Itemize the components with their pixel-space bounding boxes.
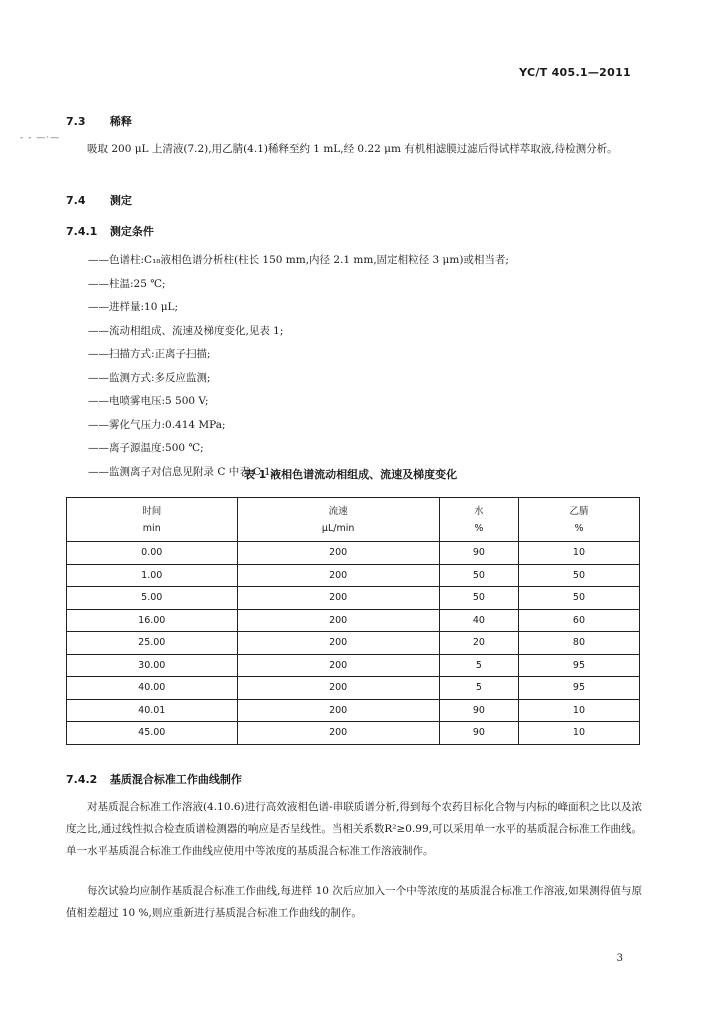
list-item: ——流动相组成、流速及梯度变化,见表 1; — [88, 324, 284, 337]
table-cell: 200 — [237, 677, 439, 700]
table-cell: 95 — [518, 654, 639, 677]
table-header-row — [67, 498, 640, 542]
table-cell: 5 — [439, 677, 518, 700]
table-cell: 16.00 — [67, 609, 238, 632]
list-item: ——离子源温度:500 ℃; — [88, 442, 204, 454]
list-item: ——进样量:10 μL; — [88, 301, 179, 313]
table-body — [67, 542, 640, 745]
section-7-4-2-paragraph-1: 对基质混合标准工作溶液(4.10.6)进行高效液相色谱-串联质谱分析,得到每个农药目标化合物与内标的峰面积之比以及浓度之比,通过线性拟合检查质谱检测器的响应是否呈线性。当相关系数R²≥0.99,可以采用单一水平的基质混合标准工作曲线。单一水平基质混合标准工作曲线应使用中等浓度的基质混合标准工作溶液制作。 — [66, 801, 642, 857]
section-7-4-1-heading — [66, 223, 154, 239]
table-cell: 45.00 — [67, 722, 238, 745]
table-cell: 50 — [439, 587, 518, 610]
table-cell: 40.01 — [67, 699, 238, 722]
table-cell: 30.00 — [67, 654, 238, 677]
table-row — [67, 609, 640, 632]
table-cell: 10 — [518, 699, 639, 722]
table-row — [67, 564, 640, 587]
table-row — [67, 677, 640, 700]
header-name: 乙腈 — [569, 505, 589, 517]
section-title: 测定条件 — [109, 225, 154, 238]
list-item: ——色谱柱:C₁₈液相色谱分析柱(柱长 150 mm,内径 2.1 mm,固定相粒径 3 μm)或相当者; — [88, 254, 509, 266]
table-cell: 200 — [237, 542, 439, 565]
section-7-4-2-heading — [66, 771, 242, 787]
section-7-4-heading — [66, 192, 132, 208]
table-cell: 40.00 — [67, 677, 238, 700]
list-item: ——电喷雾电压:5 500 V; — [88, 395, 209, 407]
table-row — [67, 632, 640, 655]
section-number: 7.4.2 — [66, 773, 98, 786]
header-flow — [237, 498, 439, 542]
table-row — [67, 699, 640, 722]
table-row — [67, 542, 640, 565]
section-7-3-paragraph: 吸取 200 μL 上清液(7.2),用乙腈(4.1)稀释至约 1 mL,经 0.22 μm 有机相滤膜过滤后得试样萃取液,待检测分析。 — [87, 143, 618, 155]
table-cell: 60 — [518, 609, 639, 632]
page-number: 3 — [616, 953, 623, 964]
list-item: ——柱温:25 ℃; — [88, 277, 166, 290]
table-cell: 200 — [237, 722, 439, 745]
list-item: ——雾化气压力:0.414 MPa; — [88, 418, 226, 431]
section-title: 稀释 — [109, 115, 132, 128]
header-unit: μL/min — [321, 522, 355, 534]
list-item: ——监测离子对信息见附录 C 中表 C.1。 — [88, 465, 282, 478]
table-cell: 50 — [439, 564, 518, 587]
table-cell: 90 — [439, 722, 518, 745]
section-title: 测定 — [109, 194, 132, 207]
header-time — [67, 498, 238, 542]
table-cell: 200 — [237, 699, 439, 722]
table-cell: 80 — [518, 632, 639, 655]
table-cell: 25.00 — [67, 632, 238, 655]
header-name: 水 — [474, 505, 484, 517]
section-7-3-heading — [66, 113, 132, 129]
table-cell: 200 — [237, 609, 439, 632]
table-cell: 40 — [439, 609, 518, 632]
standard-number: YC/T 405.1—2011 — [519, 66, 631, 79]
table-row — [67, 722, 640, 745]
header-name: 时间 — [142, 505, 162, 517]
table-cell: 10 — [518, 722, 639, 745]
section-title: 基质混合标准工作曲线制作 — [109, 773, 242, 786]
table-cell: 10 — [518, 542, 639, 565]
table-cell: 200 — [237, 564, 439, 587]
table-row — [67, 587, 640, 610]
table-cell: 90 — [439, 542, 518, 565]
gradient-table — [66, 497, 640, 745]
table-cell: 0.00 — [67, 542, 238, 565]
header-unit: min — [142, 522, 161, 534]
table-cell: 200 — [237, 587, 439, 610]
header-acetonitrile — [518, 498, 639, 542]
header-water — [439, 498, 518, 542]
condition-list — [88, 249, 509, 484]
list-item: ——监测方式:多反应监测; — [88, 371, 211, 384]
header-name: 流速 — [328, 505, 348, 517]
table-cell: 200 — [237, 632, 439, 655]
table-cell: 50 — [518, 564, 639, 587]
table-cell: 90 — [439, 699, 518, 722]
section-7-4-2-paragraph-2: 每次试验均应制作基质混合标准工作曲线,每进样 10 次后应加入一个中等浓度的基质混合标准工作溶液,如果测得值与原值相差超过 10 %,则应重新进行基质混合标准工作曲线的制作。 — [66, 885, 642, 919]
table-cell: 95 — [518, 677, 639, 700]
table-cell: 200 — [237, 654, 439, 677]
table-cell: 1.00 — [67, 564, 238, 587]
section-number: 7.4.1 — [66, 225, 98, 238]
section-number: 7.4 — [66, 194, 86, 207]
list-item: ——扫描方式:正离子扫描; — [88, 348, 211, 360]
table-cell: 5 — [439, 654, 518, 677]
header-unit: % — [474, 522, 484, 534]
table-title: 表 1 液相色谱流动相组成、流速及梯度变化 — [243, 468, 458, 481]
table-row — [67, 654, 640, 677]
section-number: 7.3 — [66, 115, 86, 128]
margin-mark: - - —·— — [20, 133, 61, 143]
table-cell: 20 — [439, 632, 518, 655]
table-cell: 50 — [518, 587, 639, 610]
table-cell: 5.00 — [67, 587, 238, 610]
header-unit: % — [574, 522, 584, 534]
